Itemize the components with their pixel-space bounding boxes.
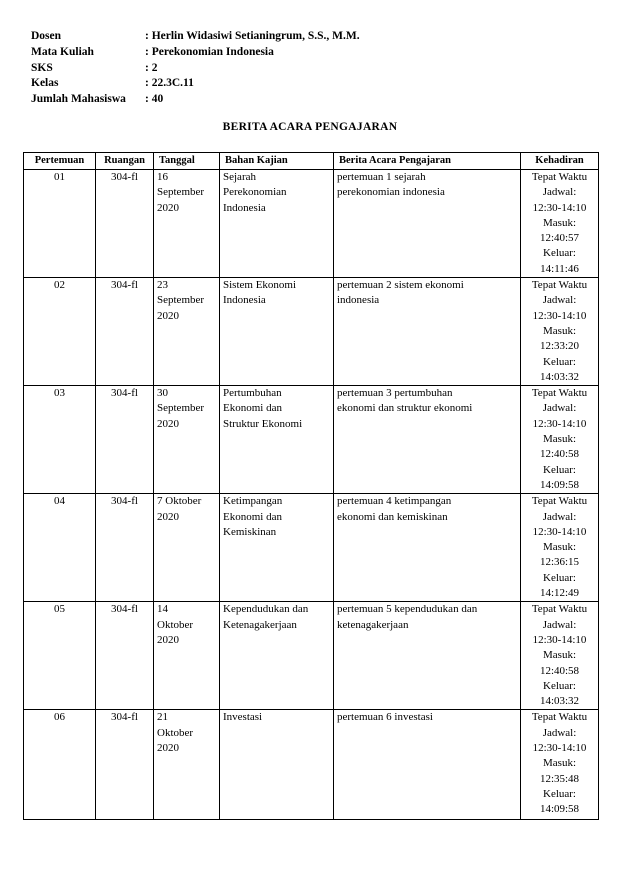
bahan-kajian-cell-line: Sejarah [223,171,256,183]
kehadiran-cell [521,386,599,494]
table-row [24,170,599,278]
berita-acara-cell-line: ekonomi dan kemiskinan [337,510,448,523]
kehadiran-cell [521,278,599,386]
kehadiran-cell-line: Masuk: [543,216,576,229]
berita-acara-cell [334,494,521,602]
tanggal-cell [154,386,220,494]
table-row [24,494,599,602]
ruangan-cell: 304-fl [96,386,154,494]
kehadiran-cell-line: Jadwal: [542,510,577,523]
table-body [24,170,599,820]
info-value: : 40 [145,93,164,106]
bahan-kajian-cell [220,170,334,278]
bahan-kajian-cell-line: Sistem Ekonomi [223,279,297,292]
pertemuan-cell: 04 [24,494,96,602]
tanggal-cell [154,170,220,278]
kehadiran-cell-line: 12:40:58 [539,664,580,677]
berita-acara-cell-line: ekonomi dan struktur ekonomi [337,402,473,415]
tanggal-cell-line: 2020 [157,417,179,430]
tanggal-cell-line: September [157,402,205,415]
table-row [24,278,599,386]
info-value: : Perekonomian Indonesia [145,45,274,58]
tanggal-cell-line: September [157,294,205,307]
kehadiran-cell-line: 12:30-14:10 [532,309,587,322]
berita-acara-cell [334,386,521,494]
kehadiran-cell-line: Jadwal: [542,726,577,739]
column-header: Pertemuan [24,153,96,170]
tanggal-cell-line: 23 [157,279,168,292]
kehadiran-cell [521,710,599,820]
pertemuan-cell: 01 [24,170,96,278]
kehadiran-cell-line: Keluar: [543,571,576,584]
bahan-kajian-cell-line: Ekonomi dan [223,402,282,415]
info-label: Jumlah Mahasiswa [31,93,126,106]
kehadiran-cell-line: 12:40:58 [539,448,580,461]
info-value: : 2 [145,61,158,74]
info-row-dosen [31,29,360,45]
kehadiran-cell [521,170,599,278]
berita-acara-cell-line: pertemuan 6 investasi [337,711,433,724]
tanggal-cell [154,494,220,602]
tanggal-cell-line: 7 Oktober [157,495,202,508]
kehadiran-cell-line: Keluar: [543,787,576,800]
course-info [31,29,360,108]
tanggal-cell-line: September [157,186,205,199]
bahan-kajian-cell-line: Investasi [223,711,263,724]
table-row [24,602,599,710]
berita-acara-cell [334,710,521,820]
tanggal-cell-line: 2020 [157,510,179,523]
info-value: : Herlin Widasiwi Setianingrum, S.S., M.M. [145,30,360,42]
column-header: Kehadiran [521,153,599,170]
column-header: Tanggal [154,153,220,170]
kehadiran-cell-line: 12:30-14:10 [532,417,587,430]
info-value: : 22.3C.11 [145,77,194,90]
tanggal-cell-line: 30 [157,387,168,400]
pertemuan-cell: 03 [24,386,96,494]
kehadiran-cell-line: Keluar: [543,463,576,476]
bahan-kajian-cell [220,710,334,820]
bahan-kajian-cell-line: Perekonomian [223,186,287,199]
kehadiran-cell-line: Masuk: [543,433,576,446]
bahan-kajian-cell-line: Kependudukan dan [223,603,309,616]
column-header: Bahan Kajian [220,153,334,170]
bahan-kajian-cell [220,602,334,710]
kehadiran-cell-line: 14:03:32 [539,695,580,708]
column-header: Ruangan [96,153,154,170]
tanggal-cell-line: 14 [157,603,168,616]
kehadiran-cell-line: Masuk: [543,649,576,662]
column-header: Berita Acara Pengajaran [334,153,521,170]
pertemuan-cell: 06 [24,710,96,820]
kehadiran-cell-line: 12:30-14:10 [532,525,587,538]
info-label: Mata Kuliah [31,45,94,58]
kehadiran-cell-line: Tepat Waktu [531,711,588,724]
berita-acara-cell [334,602,521,710]
kehadiran-cell-line: Masuk: [543,757,576,770]
tanggal-cell [154,278,220,386]
bahan-kajian-cell-line: Kemiskinan [223,525,277,538]
kehadiran-cell [521,602,599,710]
ruangan-cell: 304-fl [96,278,154,386]
kehadiran-cell-line: Tepat Waktu [531,171,588,183]
kehadiran-cell [521,494,599,602]
berita-acara-cell [334,278,521,386]
document-title: BERITA ACARA PENGAJARAN [222,121,398,133]
kehadiran-cell-line: 12:30-14:10 [532,633,587,646]
info-label: Kelas [31,77,59,90]
info-row-sks [31,61,360,77]
kehadiran-cell-line: Jadwal: [542,618,577,631]
tanggal-cell-line: 16 [157,171,168,183]
kehadiran-cell-line: Jadwal: [542,186,577,199]
bahan-kajian-cell-line: Indonesia [223,294,266,307]
teaching-record-table [23,152,599,820]
bahan-kajian-cell-line: Struktur Ekonomi [223,417,303,430]
kehadiran-cell-line: 12:35:48 [539,772,580,785]
berita-acara-cell-line: pertemuan 5 kependudukan dan [337,603,478,616]
info-row-mata-kuliah [31,45,360,61]
kehadiran-cell-line: Tepat Waktu [531,279,588,292]
bahan-kajian-cell [220,386,334,494]
kehadiran-cell-line: 12:33:20 [539,340,580,353]
kehadiran-cell-line: Jadwal: [542,294,577,307]
kehadiran-cell-line: Tepat Waktu [531,603,588,616]
tanggal-cell-line: 2020 [157,741,179,754]
kehadiran-cell-line: 14:09:58 [539,478,580,491]
info-row-kelas [31,76,360,92]
tanggal-cell-line: 21 [157,711,168,724]
berita-acara-cell [334,170,521,278]
kehadiran-cell-line: Keluar: [543,679,576,692]
kehadiran-cell-line: Keluar: [543,355,576,368]
tanggal-cell-line: Oktober [157,618,194,631]
pertemuan-cell: 02 [24,278,96,386]
tanggal-cell-line: 2020 [157,309,179,322]
berita-acara-cell-line: pertemuan 4 ketimpangan [337,495,452,508]
kehadiran-cell-line: Keluar: [543,247,576,260]
bahan-kajian-cell-line: Ketenagakerjaan [223,618,297,631]
ruangan-cell: 304-fl [96,710,154,820]
kehadiran-cell-line: 14:09:58 [539,803,580,816]
kehadiran-cell-line: Masuk: [543,324,576,337]
kehadiran-cell-line: 14:12:49 [539,587,580,600]
kehadiran-cell-line: 12:30-14:10 [532,741,587,754]
kehadiran-cell-line: Jadwal: [542,402,577,415]
berita-acara-cell-line: indonesia [337,294,380,307]
tanggal-cell-line: 2020 [157,201,179,214]
berita-acara-cell-line: pertemuan 2 sistem ekonomi [337,279,464,292]
kehadiran-cell-line: Tepat Waktu [531,495,588,508]
berita-acara-cell-line: pertemuan 1 sejarah [337,171,426,183]
berita-acara-cell-line: ketenagakerjaan [337,618,409,631]
kehadiran-cell-line: Tepat Waktu [531,387,588,400]
bahan-kajian-cell [220,278,334,386]
ruangan-cell: 304-fl [96,170,154,278]
bahan-kajian-cell-line: Pertumbuhan [223,387,282,400]
ruangan-cell: 304-fl [96,494,154,602]
kehadiran-cell-line: Masuk: [543,541,576,554]
bahan-kajian-cell-line: Indonesia [223,201,266,214]
berita-acara-cell-line: perekonomian indonesia [337,186,445,199]
table-row [24,710,599,820]
kehadiran-cell-line: 14:03:32 [539,370,580,383]
tanggal-cell-line: 2020 [157,633,179,646]
info-label: SKS [31,61,53,74]
kehadiran-cell-line: 14:11:46 [540,262,579,275]
bahan-kajian-cell-line: Ketimpangan [223,495,283,508]
bahan-kajian-cell [220,494,334,602]
info-row-jumlah-mahasiswa [31,92,360,108]
pertemuan-cell: 05 [24,602,96,710]
tanggal-cell-line: Oktober [157,726,194,739]
info-label: Dosen [31,30,62,42]
ruangan-cell: 304-fl [96,602,154,710]
kehadiran-cell-line: 12:36:15 [539,556,580,569]
kehadiran-cell-line: 12:30-14:10 [532,201,587,214]
berita-acara-cell-line: pertemuan 3 pertumbuhan [337,387,453,400]
table-header-row [24,153,599,170]
kehadiran-cell-line: 12:40:57 [539,232,580,245]
tanggal-cell [154,710,220,820]
bahan-kajian-cell-line: Ekonomi dan [223,510,282,523]
table-row [24,386,599,494]
tanggal-cell [154,602,220,710]
